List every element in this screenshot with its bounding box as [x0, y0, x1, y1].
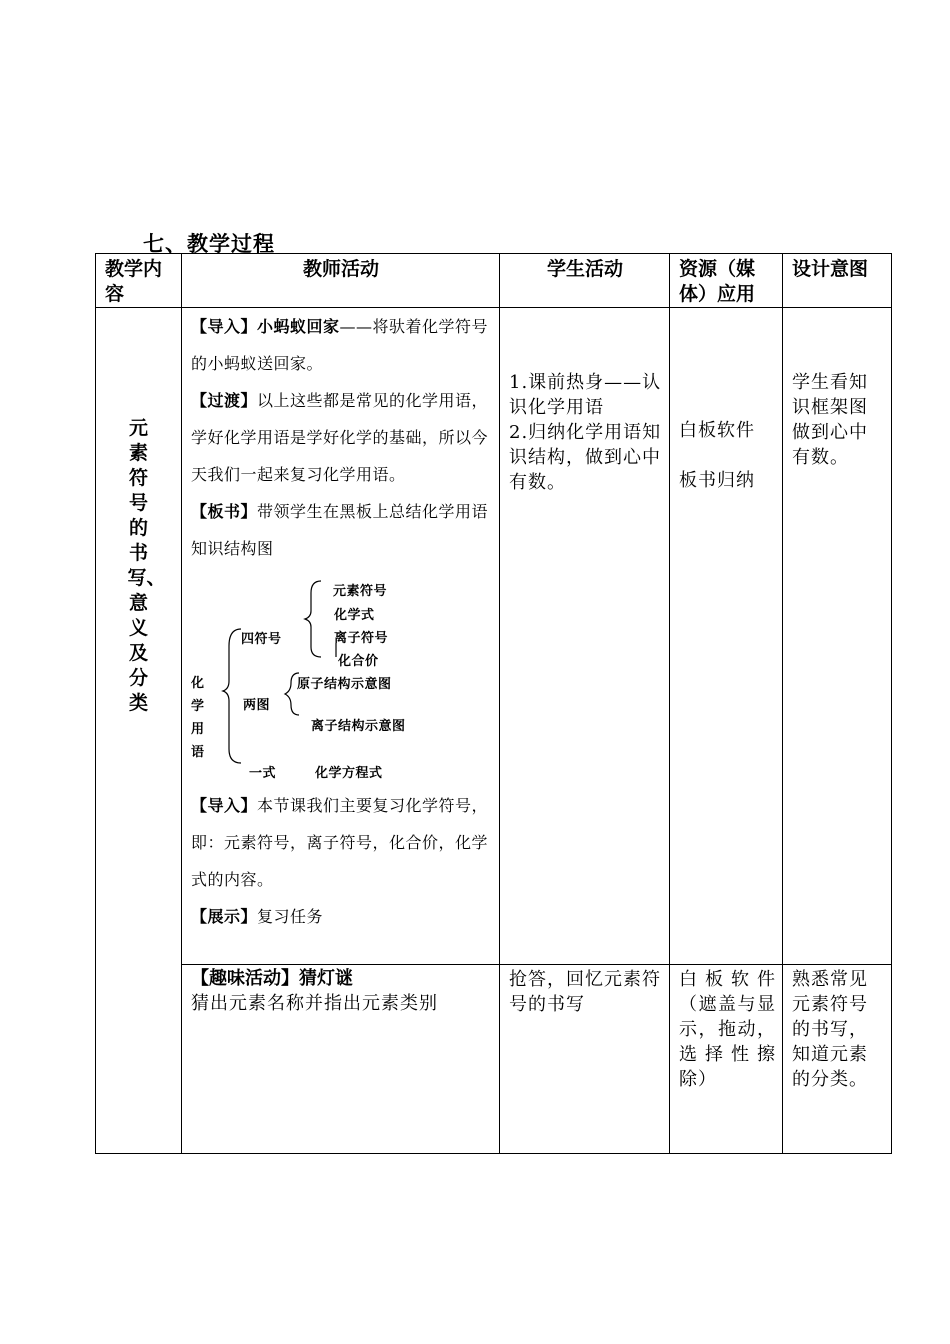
table-row — [96, 965, 892, 1154]
diagram-two-diagrams: 两图 — [243, 698, 271, 713]
activity-text: 猜出元素名称并指出元素类别 — [191, 993, 438, 1014]
teacher-cell — [182, 308, 500, 965]
diagram-item: 元素符号 — [333, 584, 388, 599]
resource-item: 板书归纳 — [679, 470, 755, 491]
diagram-item: 化合价 — [338, 654, 379, 669]
design-cell — [783, 965, 892, 1154]
table-row — [96, 308, 892, 965]
header-teacher-cell — [182, 254, 500, 308]
activity-title: 【趣味活动】猜灯谜 — [191, 968, 353, 989]
diagram-item: 原子结构示意图 — [297, 677, 392, 692]
resource-cell — [670, 965, 783, 1154]
diagram-item: 离子符号 — [334, 631, 389, 646]
resource-cell — [670, 308, 783, 965]
diagram-item: 离子结构示意图 — [311, 719, 406, 734]
diagram-root-char: 学 — [191, 699, 205, 714]
teacher-paragraph: 【导入】小蚂蚁回家——将驮着化学符号的小蚂蚁送回家。 — [191, 317, 489, 373]
teacher-paragraph: 【导入】本节课我们主要复习化学符号，即：元素符号，离子符号，化合价，化学式的内容。 — [191, 796, 489, 889]
student-activity: 1.课前热身——认识化学用语 2.归纳化学用语知识结构，做到心中有数。 — [509, 372, 662, 493]
header-student: 学生活动 — [546, 258, 623, 280]
diagram-four-symbols: 四符号 — [241, 632, 282, 647]
teacher-paragraph: 【展示】复习任务 — [191, 907, 324, 926]
content-cell — [96, 308, 182, 1154]
design-intent: 学生看知识框架图做到心中有数。 — [792, 372, 868, 468]
student-activity: 抢答，回忆元素符号的书写 — [509, 969, 661, 1015]
diagram-item: 化学式 — [334, 608, 375, 623]
diagram-item: 化学方程式 — [315, 766, 383, 781]
student-cell — [500, 308, 670, 965]
content-topic: 元素符号的书写、意义及分类 — [127, 417, 166, 714]
header-content-cell — [96, 254, 182, 308]
student-cell — [500, 965, 670, 1154]
design-cell — [783, 308, 892, 965]
teacher-activity — [182, 308, 499, 935]
header-design: 设计意图 — [792, 258, 869, 280]
header-resource-cell — [670, 254, 783, 308]
teacher-cell — [182, 965, 500, 1154]
teacher-paragraph: 【过渡】以上这些都是常见的化学用语，学好化学用语是学好化学的基础，所以今天我们一起来复习化学用语。 — [191, 391, 489, 484]
resource-item: 白板软件（遮盖与显示，拖动，选择性擦除） — [679, 969, 776, 1090]
design-intent: 熟悉常见元素符号的书写，知道元素的分类。 — [792, 969, 868, 1090]
teaching-process-table — [95, 253, 892, 1154]
section-title: 七、教学过程 — [143, 232, 275, 256]
header-design-cell — [783, 254, 892, 308]
diagram-root-char: 化 — [191, 676, 205, 691]
diagram-root-char: 语 — [191, 745, 205, 760]
resource-item: 白板软件 — [679, 420, 755, 441]
diagram-one-formula: 一式 — [249, 766, 277, 781]
chemistry-terms-diagram — [191, 571, 491, 781]
header-student-cell — [500, 254, 670, 308]
diagram-root-char: 用 — [191, 722, 205, 737]
teacher-paragraph: 【板书】带领学生在黑板上总结化学用语知识结构图 — [191, 502, 489, 558]
header-resource: 资源（媒体）应用 — [679, 258, 756, 305]
header-teacher: 教师活动 — [302, 258, 379, 280]
table-header-row — [96, 254, 892, 308]
header-content: 教学内容 — [105, 258, 163, 305]
